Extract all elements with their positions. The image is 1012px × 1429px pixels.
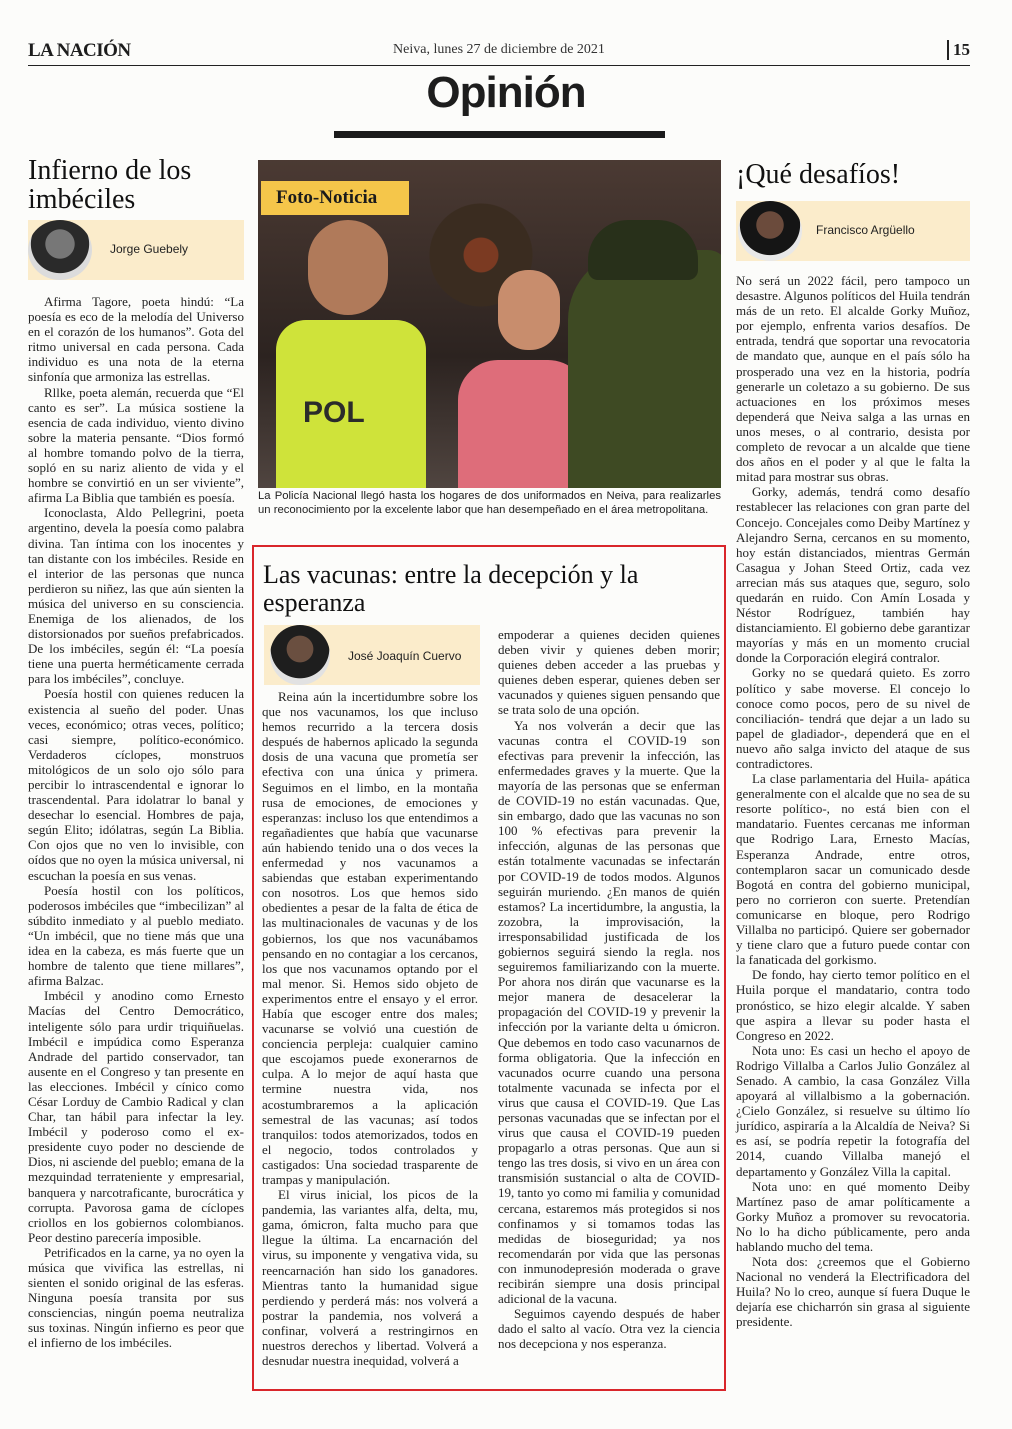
highlighted-article: [252, 545, 726, 1391]
author-photo: [28, 220, 92, 280]
vest-text: POL: [303, 396, 365, 429]
left-column: [28, 156, 244, 1351]
paragraph: Ya nos volverán a decir que las vacunas contra el COVID-19 son efectivas para prevenir la infección, las enfermedades graves y la muerte. Que la mayoría de las personas que se enferman de COVID-19 no están vacunadas. Que, sin embargo, dado que las vacunas no son 100 % efectivas para prevenir la infección, algunas de las personas que están totalmente vacunadas se infectarán por COVID-19 de todos modos. Algunos seguirán muriendo. ¿En manos de quién estamos? La incertidumbre, la angustia, la zozobra, la improvisación, la irresponsabilidad justificada de los gobiernos seguirá siendo la regla. nos seguiremos familiarizando con la muerte. Por ahora nos dirán que vacunarse es la mejor manera de desacelerar la propagación del COVID-19 y prevenir la infección por la variante delta u ómicron. Que debemos en todo caso vacunarnos de forma obligatoria. Que la infección en vacunados ocurre cuando una persona totalmente vacunada se infecta por el virus que causa el COVID-19. Que Las personas vacunadas que se infectan por el virus que causa el COVID-19 pueden propagarlo a otras personas. Que aun si tengo las tres dosis, si vivo en un área con transmisión sustancial o alta de COVID-19, tanto yo como mi familia y comunidad cercana, estaremos más protegidos si nos confinamos y si tomamos todas las medidas de bioseguridad; ya nos recomendarán por vida que las personas con inmunodepresión moderada o grave recibirán siempre una dosis principal adicional de la vacuna.: [498, 717, 720, 1307]
middle-body-col2: [498, 627, 720, 1352]
page-number: 15: [947, 40, 970, 60]
middle-body-col1: [262, 689, 478, 1368]
paragraph: Afirma Tagore, poeta hindú: “La poesía es eco de la melodía del Universo en el corazón de los humanos”. Gota del ritmo universal en cada persona. Cada individuo es una nota de la eterna sinfonía que armoniza las estrellas.: [28, 294, 244, 385]
paragraph: Nota uno: Es casi un hecho el apoyo de Rodrigo Villalba a Carlos Julio González al Senado. A cambio, la casa González Villa apoyará al villalbismo a la gobernación. ¿Cielo González, si resuelve su último lío jurídico, aspiraría a la Alcaldía de Neiva? Si es así, se podría repetir la fotografía del 2014, cuando Villalba manejó el departamento y González Villa la capital.: [736, 1042, 970, 1179]
middle-byline: [264, 625, 480, 685]
paragraph: Nota uno: en qué momento Deiby Martínez paso de amar políticamente a Gorky Muñoz a promover su revocatoria. No lo ha dicho públicamente, pero anda hablando mucho del tema.: [736, 1178, 970, 1254]
section-rule: [334, 131, 665, 138]
right-headline: ¡Qué desafíos!: [736, 159, 901, 190]
paragraph: Rllke, poeta alemán, recuerda que “El canto es ser”. La música sostiene la esencia de cada individuo, viento divino sobre la materia pensante. “Dios formó al hombre tomando polvo de la tierra, sopló en su nariz aliento de vida y el hombre se convirtió en un ser viviente”, afirma La Biblia que también es poesía.: [28, 384, 244, 506]
left-headline: Infierno de los imbéciles: [28, 155, 192, 215]
paragraph: Nota dos: ¿creemos que el Gobierno Nacional no venderá la Electrificadora del Huila? No lo creo, aunque sí fuera Duque le dejaría ese chicharrón sin grasa al siguiente presidente.: [736, 1254, 970, 1330]
photo-tag: Foto-Noticia: [261, 181, 409, 215]
officer-cap: [588, 220, 698, 280]
paragraph: Poesía hostil con quienes reducen la existencia al sueño del poder. Unas veces, económico; otras veces, político; casi siempre, político-económico. Verdaderos cíclopes, monstruos mitológicos de un solo ojo sólo para percibir lo intrascendental e ignorar lo trascendental. Para idolatrar lo banal y desechar lo esencial. Hombres de paja, según Elito; idólatras, según La Biblia. Con ojos que no ven lo invisible, con oídos que no oyen la música universal, ni escuchan la poesía en sus venas.: [28, 686, 244, 883]
paragraph: Iconoclasta, Aldo Pellegrini, poeta argentino, devela la poesía como palabra divina. Tan íntima con los inocentes y tan distante con los imbéciles. Reside en el interior de las personas que nunca perdieron su niñez, las que aún sienten la música del universo en su consciencia. Enemiga de los alienados, de los distorsionados por sueños prefabricados. De los imbéciles, según él: “La poesía tiene una puerta herméticamente cerrada para los imbéciles”, concluye.: [28, 505, 244, 687]
section-title: Opinión: [426, 68, 586, 117]
masthead: [28, 38, 970, 66]
author-name: Francisco Argüello: [816, 223, 915, 237]
paragraph: Reina aún la incertidumbre sobre los que nos vacunamos, los que incluso hemos recurrido a la tercera dosis después de habernos aplicado la segunda dosis de una vacuna que prometía ser efectiva con una única y primera. Seguimos en el limbo, en la montaña rusa de emociones, de emociones y esperanzas: incluso los que entendimos a regañadientes que había que vacunarse aún habiendo tenido una o dos veces la enfermedad y nos vacunamos a sabiendas que estaban experimentando con nosotros. Los que hemos sido obedientes a pesar de la falta de ética de las multinacionales de vacunas y de los gobiernos, los que nos vacunábamos pensando en no contagiar a los cercanos, los que nos vacunamos optando por el mal menor. Si. Hemos sido objeto de experimentos entre el ensayo y el error. Había que escoger entre dos males; vacunarse se volvió una cuestión de conciencia perpleja: cualquier camino que escojamos puede exonerarnos de culpa. A lo mejor de aquí hasta que termine nuestra vida, nos acostumbraremos a la aplicación semestral de las vacunas; así todos tranquilos: todos atemorizados, todos en el negocio, todos controlados y castigados: Una sociedad trasparente de trampas y manipulación.: [262, 689, 478, 1187]
paragraph: Poesía hostil con los políticos, poderosos imbéciles que “imbecilizan” al súbdito inmediato y al pueblo mediato. “Un imbécil, que no tiene más que una idea en la cabeza, es más fuerte que un hombre de talento que tiene millares”, afirma Balzac.: [28, 882, 244, 989]
officer-head: [308, 220, 388, 315]
paragraph: Gorky, además, tendrá como desafío restablecer las relaciones con gran parte del Concejo. Concejales como Deiby Martínez y Alejandro Serna, cercanos en su momento, hoy están distanciados, mientras Germán Casagua y Johan Steed Ortiz, cada vez arrecian más sus ataques que, seguro, solo quedarán en ruido. Con Amín Losada y Néstor Rodríguez, también hay distanciamiento. El gobierno debe garantizar mayorías y más en un momento crucial donde la Corporación elegirá contralor.: [736, 484, 970, 666]
left-body: [28, 294, 244, 1351]
paragraph: De fondo, hay cierto temor político en el Huila porque el mandatario, contra todo pronóstico, se hizo elegir alcalde. Y saben que aspira a llevar su poder hasta el Congreso en 2022.: [736, 967, 970, 1043]
dateline: Neiva, lunes 27 de diciembre de 2021: [393, 42, 605, 57]
paragraph: Seguimos cayendo después de haber dado el salto al vacío. Otra vez la ciencia nos decepciona y nos esperanza.: [498, 1306, 720, 1352]
left-byline: [28, 220, 244, 280]
paragraph: Imbécil y anodino como Ernesto Macías del Centro Democrático, inteligente sólo para urdir triquiñuelas. Imbécil e impúdica como Esperanza Andrade del partido conservador, tan ausente en el Congreso y tan presente en las elecciones. Imbécil y cínico como César Lorduy de Cambio Radical y clan Char, tan hábil para infectar la ley. Imbécil y poderoso como el ex-presidente cuyo poder no desciende de Dios, ni asciende del pueblo; emana de la mezquindad terrateniente y empresarial, banquera y narcotraficante, burocrática y corrupta. Pavorosa gama de cíclopes criollos en los gobiernos colombianos. Peor destino parecería imposible.: [28, 988, 244, 1245]
author-name: Jorge Guebely: [110, 242, 189, 256]
right-byline: [736, 201, 970, 261]
right-body: [736, 273, 970, 1330]
paragraph: Gorky no se quedará quieto. Es zorro político y sabe moverse. El concejo lo conoce como pocos, pero de su nivel de conciliación- tendrá que dejar a un lado su papel de gladiador-, dependerá que en el nuevo año salga invicto del ataque de sus contradictores.: [736, 665, 970, 771]
author-photo: [738, 201, 802, 261]
officer-figure: [568, 250, 721, 488]
paragraph: La clase parlamentaria del Huila- apática generalmente con el alcalde que no sea de su resorte político-, no está bien con el mandatario. Fuentes cercanas me informan que Rodrigo Lara, Ernesto Macías, Esperanza Andrade, entre otros, contemplaron sacar un comunicado desde Bogotá en contra del gobierno municipal, pero no corrieron con suerte. Pretendían comunicarse en bloque, pero Rodrigo Villalba no participó. Quiere ser gobernador y tiene claro que a futuro puede contar con la fanaticada del gorkismo.: [736, 771, 970, 968]
paragraph: No será un 2022 fácil, pero tampoco un desastre. Algunos políticos del Huila tendrán más de un reto. El alcalde Gorky Muñoz, por ejemplo, enfrenta varios desafíos. De entrada, tendrá que soportar una revocatoria de mandato que, aunque en el país sólo ha prosperado una vez en la historia, podría generarle un coletazo a su gobierno. De sus actuaciones en los próximos meses dependerá que Neiva salga a las urnas en unos meses, o al contrario, desista por completo de revocar a un alcalde que tiene dos años en el poder y al que le falta la mitad para mostrar sus obras.: [736, 273, 970, 485]
right-column: [736, 160, 970, 1330]
middle-headline: Las vacunas: entre la decepción y la esperanza: [263, 560, 639, 617]
author-photo: [270, 625, 330, 685]
paragraph: empoderar a quienes deciden quienes deben vivir y quienes deben morir; quienes deben acceder a las pruebas y quienes deben esperar, quienes deben ser vacunados y quienes siguen pensando que se trata solo de una opción.: [498, 627, 720, 718]
paragraph: El virus inicial, los picos de la pandemia, las variantes alfa, delta, mu, gama, ómicron, falta mucho para que llegue la última. La encarnación del virus, su imponente y vengativa vida, su reencarnación han sido los ganadores. Mientras tanto la humanidad sigue perdiendo y perderá más: nos volverá a postrar la pandemia, nos volverá a confinar, volverá a restringirnos en nuestros derechos y libertad. Volverá a desnudar nuestra inequidad, volverá a: [262, 1187, 478, 1369]
paragraph: Petrificados en la carne, ya no oyen la música que vivifica las estrellas, ni sienten el sonido original de las esferas. Ninguna poesía transita por sus consciencias, ningún poema neutraliza sus toxinas. Ningún infierno es peor que el infierno de los imbéciles.: [28, 1244, 244, 1351]
newspaper-logo: LA NACIÓN: [28, 40, 131, 61]
woman-head: [498, 270, 560, 350]
author-name: José Joaquín Cuervo: [348, 649, 462, 663]
photo-caption: La Policía Nacional llegó hasta los hogares de dos uniformados en Neiva, para realizarles un reconocimiento por la excelente labor que han desempeñado en el área metropolitana.: [258, 490, 721, 516]
